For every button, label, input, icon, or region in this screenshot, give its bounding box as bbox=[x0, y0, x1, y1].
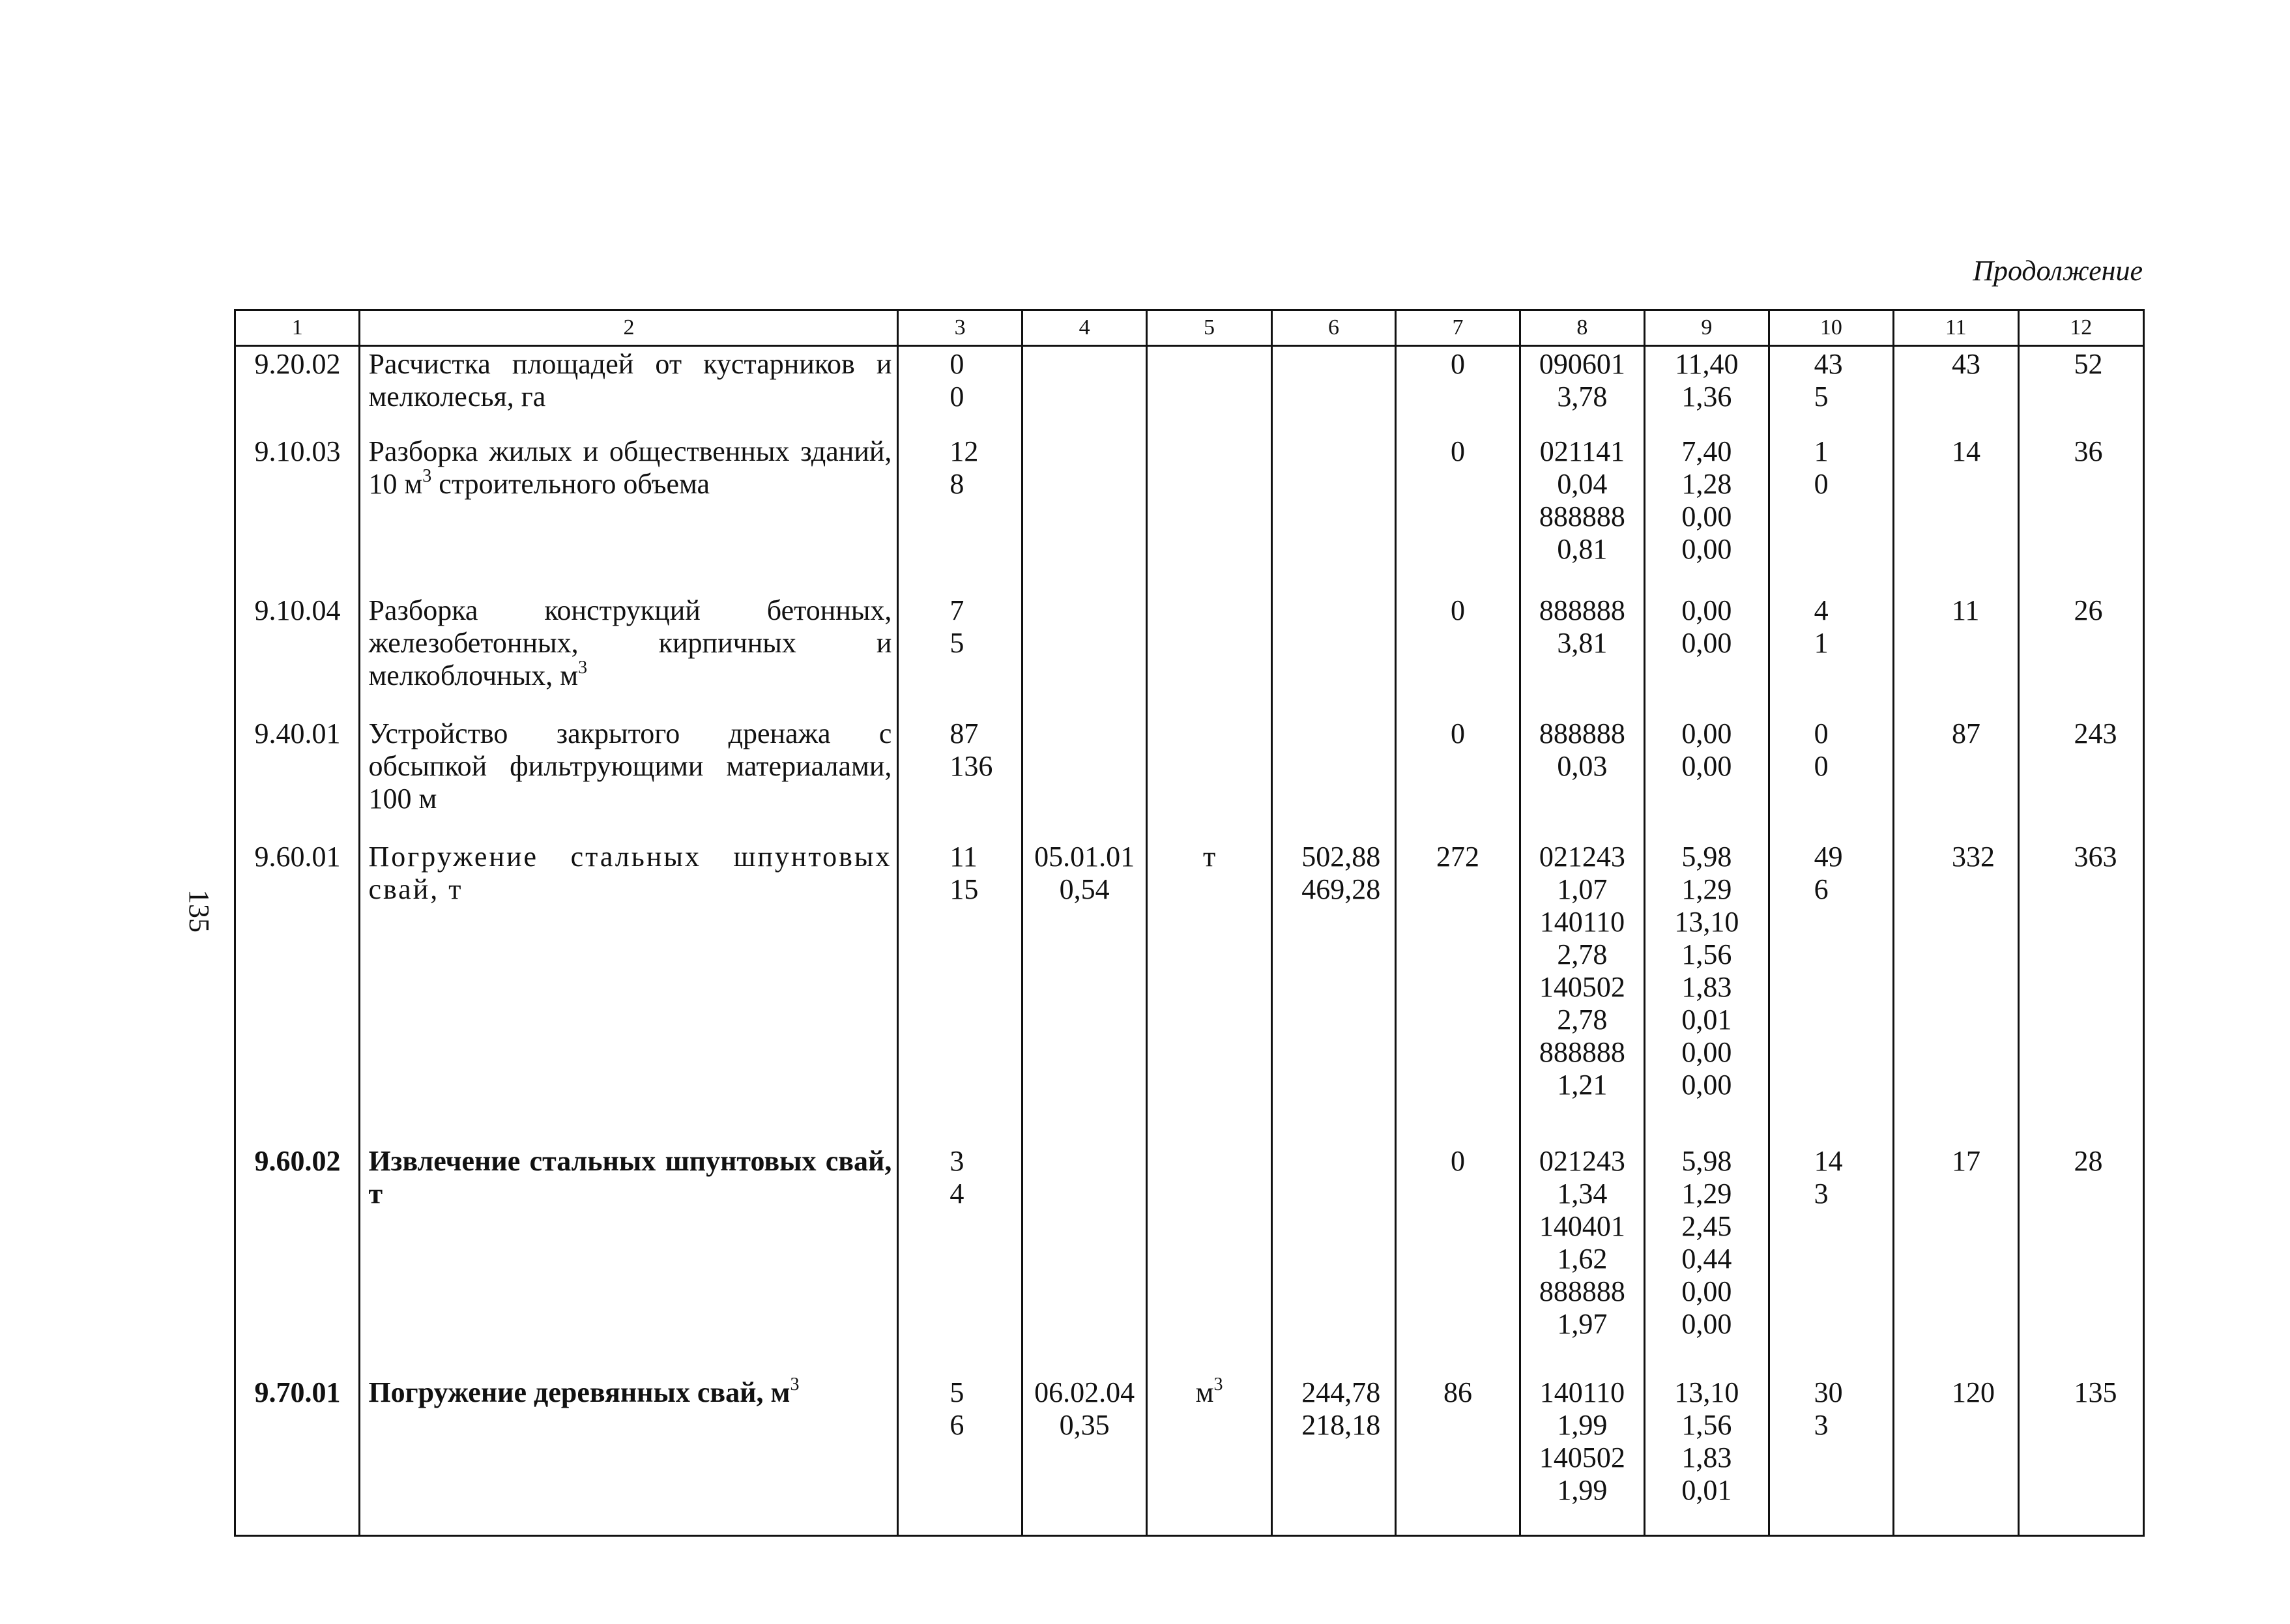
col4-values bbox=[1022, 593, 1146, 716]
col9-values bbox=[1645, 1375, 1769, 1535]
filler-cell bbox=[1271, 1535, 1395, 1536]
item-code: 9.10.03 bbox=[235, 434, 360, 594]
col11-value: 120 bbox=[1894, 1375, 2018, 1535]
col8-values-line: 2,78 bbox=[1557, 938, 1608, 970]
col9-values bbox=[1645, 1144, 1769, 1376]
filler-cell bbox=[1894, 1535, 2018, 1536]
col11-value: 11 bbox=[1894, 593, 2018, 716]
col9-values-line: 1,83 bbox=[1681, 1442, 1732, 1474]
col9-values-line: 1,56 bbox=[1681, 938, 1732, 970]
col8-values-line: 3,81 bbox=[1557, 627, 1608, 660]
table-row bbox=[235, 346, 2144, 434]
column-header: 1 bbox=[235, 310, 360, 346]
col5-unit-superscript: 3 bbox=[1213, 1374, 1223, 1395]
col8-values-line: 2,78 bbox=[1557, 1003, 1608, 1036]
col3-values-line: 15 bbox=[949, 873, 979, 905]
col3-values-line: 7 bbox=[949, 594, 964, 627]
col8-values-line: 021141 bbox=[1539, 435, 1625, 467]
item-code: 9.60.01 bbox=[235, 839, 360, 1144]
item-name bbox=[360, 839, 898, 1144]
col3-values-line: 3 bbox=[949, 1144, 964, 1177]
item-name-text: Погружение деревянных свай, м bbox=[368, 1376, 790, 1409]
item-name bbox=[360, 434, 898, 594]
table-row bbox=[235, 1375, 2144, 1535]
column-header: 5 bbox=[1147, 310, 1271, 346]
col10-values-line: 1 bbox=[1814, 627, 1829, 660]
col9-values-line: 0,00 bbox=[1681, 1036, 1732, 1068]
col3-values-line: 6 bbox=[949, 1409, 964, 1442]
col3-values-line: 12 bbox=[949, 435, 979, 467]
item-code: 9.10.04 bbox=[235, 593, 360, 716]
col9-values-line: 1,29 bbox=[1681, 873, 1732, 905]
col6-values-line: 469,28 bbox=[1301, 873, 1381, 905]
col8-values-line: 888888 bbox=[1539, 1036, 1625, 1068]
item-name-text: Устройство закрытого дренажа с обсыпкой фильтрующими материалами, 100 м bbox=[368, 717, 892, 815]
col6-values-line: 502,88 bbox=[1301, 840, 1381, 873]
col3-values bbox=[898, 434, 1022, 594]
col6-values bbox=[1271, 839, 1395, 1144]
col7-value: 86 bbox=[1396, 1375, 1520, 1535]
col9-values-line: 2,45 bbox=[1681, 1210, 1732, 1242]
col8-values-line: 3,78 bbox=[1557, 381, 1608, 413]
item-name bbox=[360, 716, 898, 839]
col8-values bbox=[1520, 346, 1644, 434]
filler-cell bbox=[360, 1535, 898, 1536]
col3-values bbox=[898, 593, 1022, 716]
col9-values bbox=[1645, 434, 1769, 594]
column-header: 3 bbox=[898, 310, 1022, 346]
col7-value: 0 bbox=[1396, 434, 1520, 594]
item-name-suffix: строительного объема bbox=[431, 467, 710, 500]
col7-value: 272 bbox=[1396, 839, 1520, 1144]
col8-values-line: 140401 bbox=[1539, 1210, 1625, 1242]
col8-values-line: 888888 bbox=[1539, 500, 1625, 532]
item-code: 9.70.01 bbox=[235, 1375, 360, 1535]
item-name bbox=[360, 593, 898, 716]
col8-values-line: 090601 bbox=[1539, 348, 1625, 380]
col8-values-line: 1,07 bbox=[1557, 873, 1608, 905]
col8-values-line: 021243 bbox=[1539, 840, 1625, 873]
item-code: 9.40.01 bbox=[235, 716, 360, 839]
table-row bbox=[235, 434, 2144, 594]
col9-values-line: 1,83 bbox=[1681, 970, 1732, 1003]
col8-values-line: 888888 bbox=[1539, 1275, 1625, 1307]
item-code: 9.20.02 bbox=[235, 346, 360, 434]
item-name-text: Погружение стальных шпунтовых свай, т bbox=[368, 840, 892, 905]
col10-values-line: 6 bbox=[1814, 873, 1829, 905]
col9-values-line: 0,01 bbox=[1681, 1474, 1732, 1507]
col5-unit bbox=[1147, 1375, 1271, 1535]
col11-value: 87 bbox=[1894, 716, 2018, 839]
col8-values-line: 1,34 bbox=[1557, 1177, 1608, 1210]
col10-values-line: 0 bbox=[1814, 717, 1829, 749]
col12-value: 52 bbox=[2018, 346, 2144, 434]
filler-cell bbox=[1520, 1535, 1644, 1536]
col10-values bbox=[1769, 1144, 1893, 1376]
filler-cell bbox=[1769, 1535, 1893, 1536]
table-filler-row bbox=[235, 1535, 2144, 1536]
col5-unit bbox=[1147, 593, 1271, 716]
col9-values bbox=[1645, 839, 1769, 1144]
col11-value: 14 bbox=[1894, 434, 2018, 594]
item-name-superscript: 3 bbox=[790, 1374, 800, 1395]
col3-values-line: 5 bbox=[949, 1376, 964, 1409]
col10-values bbox=[1769, 346, 1893, 434]
col8-values bbox=[1520, 593, 1644, 716]
col7-value: 0 bbox=[1396, 346, 1520, 434]
col6-values-line: 244,78 bbox=[1301, 1376, 1381, 1409]
filler-cell bbox=[1147, 1535, 1271, 1536]
col4-values bbox=[1022, 1375, 1146, 1535]
item-name bbox=[360, 1375, 898, 1535]
column-header: 6 bbox=[1271, 310, 1395, 346]
col12-value: 36 bbox=[2018, 434, 2144, 594]
col8-values-line: 1,62 bbox=[1557, 1242, 1608, 1275]
col3-values-line: 5 bbox=[949, 627, 964, 660]
col8-values-line: 1,97 bbox=[1557, 1307, 1608, 1340]
column-header: 2 bbox=[360, 310, 898, 346]
col8-values-line: 0,04 bbox=[1557, 467, 1608, 500]
col9-values-line: 1,29 bbox=[1681, 1177, 1732, 1210]
col7-value: 0 bbox=[1396, 1144, 1520, 1376]
col8-values-line: 1,99 bbox=[1557, 1474, 1608, 1507]
col4-values-line: 0,54 bbox=[1059, 873, 1110, 905]
col10-values-line: 0 bbox=[1814, 749, 1829, 782]
col9-values bbox=[1645, 593, 1769, 716]
col8-values-line: 1,21 bbox=[1557, 1068, 1608, 1101]
col8-values-line: 0,03 bbox=[1557, 749, 1608, 782]
col8-values-line: 1,99 bbox=[1557, 1409, 1608, 1442]
filler-cell bbox=[1022, 1535, 1146, 1536]
col4-values-line: 0,35 bbox=[1059, 1409, 1110, 1442]
col8-values bbox=[1520, 716, 1644, 839]
col12-value: 363 bbox=[2018, 839, 2144, 1144]
col9-values-line: 13,10 bbox=[1674, 905, 1739, 938]
col5-unit bbox=[1147, 1144, 1271, 1376]
col5-unit bbox=[1147, 839, 1271, 1144]
col9-values-line: 13,10 bbox=[1674, 1376, 1739, 1409]
item-name-superscript: 3 bbox=[422, 465, 432, 486]
col9-values-line: 0,01 bbox=[1681, 1003, 1732, 1036]
col9-values-line: 0,00 bbox=[1681, 532, 1732, 565]
col9-values-line: 1,28 bbox=[1681, 467, 1732, 500]
col10-values-line: 49 bbox=[1814, 840, 1843, 873]
column-header: 8 bbox=[1520, 310, 1644, 346]
col10-values-line: 1 bbox=[1814, 435, 1829, 467]
col9-values-line: 7,40 bbox=[1681, 435, 1732, 467]
col9-values-line: 0,00 bbox=[1681, 1307, 1732, 1340]
col9-values-line: 1,36 bbox=[1681, 381, 1732, 413]
column-header: 7 bbox=[1396, 310, 1520, 346]
col10-values bbox=[1769, 434, 1893, 594]
filler-cell bbox=[1396, 1535, 1520, 1536]
col3-values-line: 4 bbox=[949, 1177, 964, 1210]
col4-values bbox=[1022, 434, 1146, 594]
col9-values-line: 11,40 bbox=[1675, 348, 1739, 380]
item-name-text: Извлечение стальных шпунтовых свай, т bbox=[368, 1144, 892, 1210]
col8-values-line: 140502 bbox=[1539, 1442, 1625, 1474]
col10-values-line: 5 bbox=[1814, 381, 1829, 413]
col3-values-line: 0 bbox=[949, 348, 964, 380]
col9-values-line: 0,00 bbox=[1681, 1275, 1732, 1307]
item-name-text: Разборка конструкций бетонных, железобетонных, кирпичных и мелкоблочных, м bbox=[368, 594, 892, 692]
col9-values bbox=[1645, 716, 1769, 839]
col8-values-line: 140110 bbox=[1539, 905, 1625, 938]
col3-values-line: 8 bbox=[949, 467, 964, 500]
col12-value: 28 bbox=[2018, 1144, 2144, 1376]
col12-value: 243 bbox=[2018, 716, 2144, 839]
col10-values-line: 0 bbox=[1814, 467, 1829, 500]
col10-values-line: 14 bbox=[1814, 1144, 1843, 1177]
col3-values bbox=[898, 1144, 1022, 1376]
table-row bbox=[235, 1144, 2144, 1376]
col9-values-line: 0,00 bbox=[1681, 1068, 1732, 1101]
col5-unit bbox=[1147, 434, 1271, 594]
col6-values-line: 218,18 bbox=[1301, 1409, 1381, 1442]
col3-values-line: 136 bbox=[949, 749, 993, 782]
filler-cell bbox=[898, 1535, 1022, 1536]
col8-values-line: 021243 bbox=[1539, 1144, 1625, 1177]
col7-value: 0 bbox=[1396, 593, 1520, 716]
col3-values bbox=[898, 346, 1022, 434]
col5-unit-text: т bbox=[1202, 840, 1216, 873]
col9-values-line: 5,98 bbox=[1681, 840, 1732, 873]
table-body bbox=[235, 346, 2144, 1536]
filler-cell bbox=[1645, 1535, 1769, 1536]
col11-value: 332 bbox=[1894, 839, 2018, 1144]
filler-cell bbox=[235, 1535, 360, 1536]
col6-values bbox=[1271, 434, 1395, 594]
col3-values-line: 11 bbox=[949, 840, 978, 873]
col4-values bbox=[1022, 346, 1146, 434]
col3-values-line: 0 bbox=[949, 381, 964, 413]
col8-values bbox=[1520, 1144, 1644, 1376]
col6-values bbox=[1271, 593, 1395, 716]
col4-values bbox=[1022, 839, 1146, 1144]
col11-value: 17 bbox=[1894, 1144, 2018, 1376]
col10-values-line: 43 bbox=[1814, 348, 1843, 380]
col3-values bbox=[898, 716, 1022, 839]
page-number: 135 bbox=[183, 890, 215, 933]
item-name bbox=[360, 346, 898, 434]
col5-unit bbox=[1147, 716, 1271, 839]
col12-value: 135 bbox=[2018, 1375, 2144, 1535]
column-number-row bbox=[235, 310, 2144, 346]
table-row bbox=[235, 716, 2144, 839]
rates-table bbox=[234, 309, 2145, 1537]
col8-values-line: 0,81 bbox=[1557, 532, 1608, 565]
column-header: 10 bbox=[1769, 310, 1893, 346]
col10-values-line: 4 bbox=[1814, 594, 1829, 627]
col4-values-line: 06.02.04 bbox=[1034, 1376, 1135, 1409]
col8-values-line: 888888 bbox=[1539, 717, 1625, 749]
col8-values bbox=[1520, 434, 1644, 594]
item-name bbox=[360, 1144, 898, 1376]
col8-values bbox=[1520, 1375, 1644, 1535]
col7-value: 0 bbox=[1396, 716, 1520, 839]
col6-values bbox=[1271, 1144, 1395, 1376]
col9-values-line: 0,00 bbox=[1681, 749, 1732, 782]
col4-values-line: 05.01.01 bbox=[1034, 840, 1135, 873]
col3-values-line: 87 bbox=[949, 717, 979, 749]
col4-values bbox=[1022, 1144, 1146, 1376]
col6-values bbox=[1271, 716, 1395, 839]
col10-values bbox=[1769, 839, 1893, 1144]
col3-values bbox=[898, 839, 1022, 1144]
item-code: 9.60.02 bbox=[235, 1144, 360, 1376]
col9-values-line: 1,56 bbox=[1681, 1409, 1732, 1442]
col10-values bbox=[1769, 1375, 1893, 1535]
col6-values bbox=[1271, 346, 1395, 434]
col9-values-line: 0,00 bbox=[1681, 500, 1732, 532]
continuation-label: Продолжение bbox=[1973, 255, 2143, 287]
column-header: 4 bbox=[1022, 310, 1146, 346]
column-header: 11 bbox=[1894, 310, 2018, 346]
filler-cell bbox=[2018, 1535, 2144, 1536]
col4-values bbox=[1022, 716, 1146, 839]
col8-values-line: 140502 bbox=[1539, 970, 1625, 1003]
col3-values bbox=[898, 1375, 1022, 1535]
col10-values bbox=[1769, 593, 1893, 716]
col9-values bbox=[1645, 346, 1769, 434]
table-row bbox=[235, 839, 2144, 1144]
col6-values bbox=[1271, 1375, 1395, 1535]
col9-values-line: 0,44 bbox=[1681, 1242, 1732, 1275]
col5-unit-text: м bbox=[1195, 1376, 1214, 1409]
item-name-superscript: 3 bbox=[578, 658, 588, 678]
col8-values-line: 140110 bbox=[1539, 1376, 1625, 1409]
col11-value: 43 bbox=[1894, 346, 2018, 434]
col9-values-line: 0,00 bbox=[1681, 594, 1732, 627]
col10-values-line: 3 bbox=[1814, 1177, 1829, 1210]
col10-values-line: 3 bbox=[1814, 1409, 1829, 1442]
col10-values bbox=[1769, 716, 1893, 839]
col9-values-line: 0,00 bbox=[1681, 717, 1732, 749]
col10-values-line: 30 bbox=[1814, 1376, 1843, 1409]
table-row bbox=[235, 593, 2144, 716]
col9-values-line: 0,00 bbox=[1681, 627, 1732, 660]
col8-values bbox=[1520, 839, 1644, 1144]
column-header: 9 bbox=[1645, 310, 1769, 346]
column-header: 12 bbox=[2018, 310, 2144, 346]
item-name-text: Расчистка площадей от кустарников и мелколесья, га bbox=[368, 348, 892, 413]
col9-values-line: 5,98 bbox=[1681, 1144, 1732, 1177]
col5-unit bbox=[1147, 346, 1271, 434]
col12-value: 26 bbox=[2018, 593, 2144, 716]
col8-values-line: 888888 bbox=[1539, 594, 1625, 627]
item-name-text: Разборка жилых и общественных зданий, 10 м bbox=[368, 435, 892, 500]
